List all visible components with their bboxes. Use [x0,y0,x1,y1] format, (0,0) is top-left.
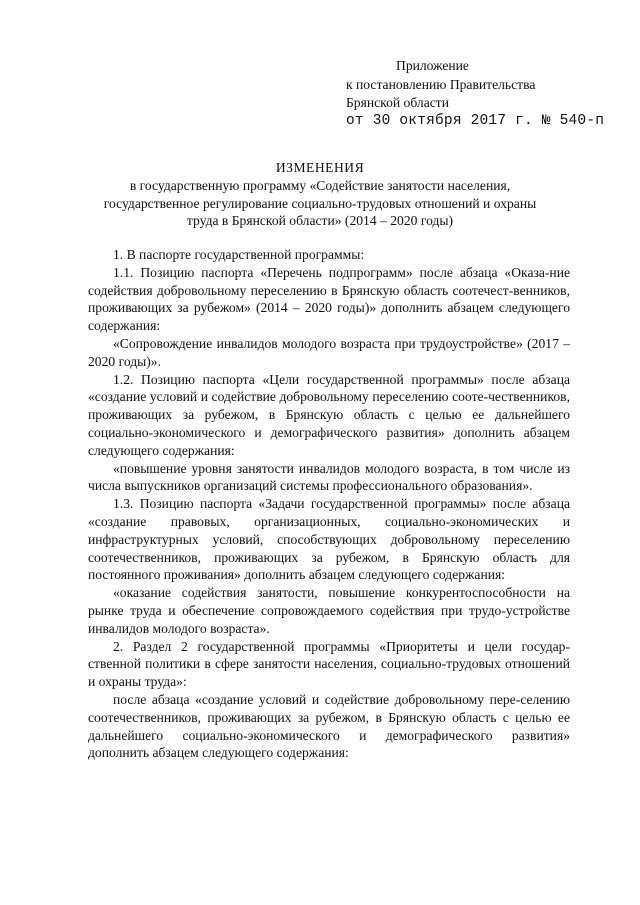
paragraph: 2. Раздел 2 государственной программы «Приоритеты и цели государ-ственной политики в сфере занятости населения, социально-трудовых отношений и охраны труда»: [88,638,570,690]
appendix-line: к постановлению Правительства [346,76,536,92]
paragraph: после абзаца «создание условий и содействие добровольному пере-селению соотечественников, проживающих за рубежом, в Брянскую область с целью ее дальнейшего социально-экономического и демографического развития» дополнить абзацем следующего содержания: [88,691,570,761]
appendix-block [346,57,626,131]
paragraph: «оказание содействия занятости, повышение конкурентоспособности на рынке труда и обеспечение сопровождаемого содействия при трудо-устройстве инвалидов молодого возраста». [88,585,570,636]
title-heading: ИЗМЕНЕНИЯ [275,160,365,175]
document-body [88,246,570,762]
paragraph: «Сопровождение инвалидов молодого возраста при трудоустройстве» (2017 – 2020 годы)». [88,335,570,369]
title-line: труда в Брянской области» (2014 – 2020 годы) [186,213,454,229]
title-line: в государственную программу «Содействие занятости населения, [129,177,511,193]
appendix-date-number: от 30 октября 2017 г. № 540-п [346,112,605,129]
paragraph: «повышение уровня занятости инвалидов молодого возраста, в том числе из числа выпускников организаций системы профессионального образования». [88,460,570,494]
paragraph: 1. В паспорте государственной программы: [113,247,365,262]
document-title [60,159,580,230]
paragraph: 1.2. Позицию паспорта «Цели государственной программы» после абзаца «создание условий и содействие добровольному переселению сооте-чественников, проживающих за рубежом, в Брянскую область с целью ее дальнейшего социально-экономического и демографического развития» дополнить абзацем следующего содержания: [88,371,570,458]
paragraph: 1.3. Позицию паспорта «Задачи государственной программы» после абзаца «создание правовых, организационных, социально-экономических и инфраструктурных условий, способствующих добровольному переселению соотечественников, проживающих за рубежом, в Брянскую область для постоянного проживания» дополнить абзацем следующего содержания: [88,496,570,583]
appendix-line: Брянской области [346,95,449,111]
paragraph: 1.1. Позицию паспорта «Перечень подпрограмм» после абзаца «Оказа-ние содействия добровольному переселению в Брянскую область соотечест-венников, проживающих за рубежом» (2014 – 2020 годы)» дополнить абзацем следующего содержания: [88,264,570,334]
title-line: государственное регулирование социально-трудовых отношений и охраны [103,195,537,211]
appendix-line: Приложение [396,58,469,73]
